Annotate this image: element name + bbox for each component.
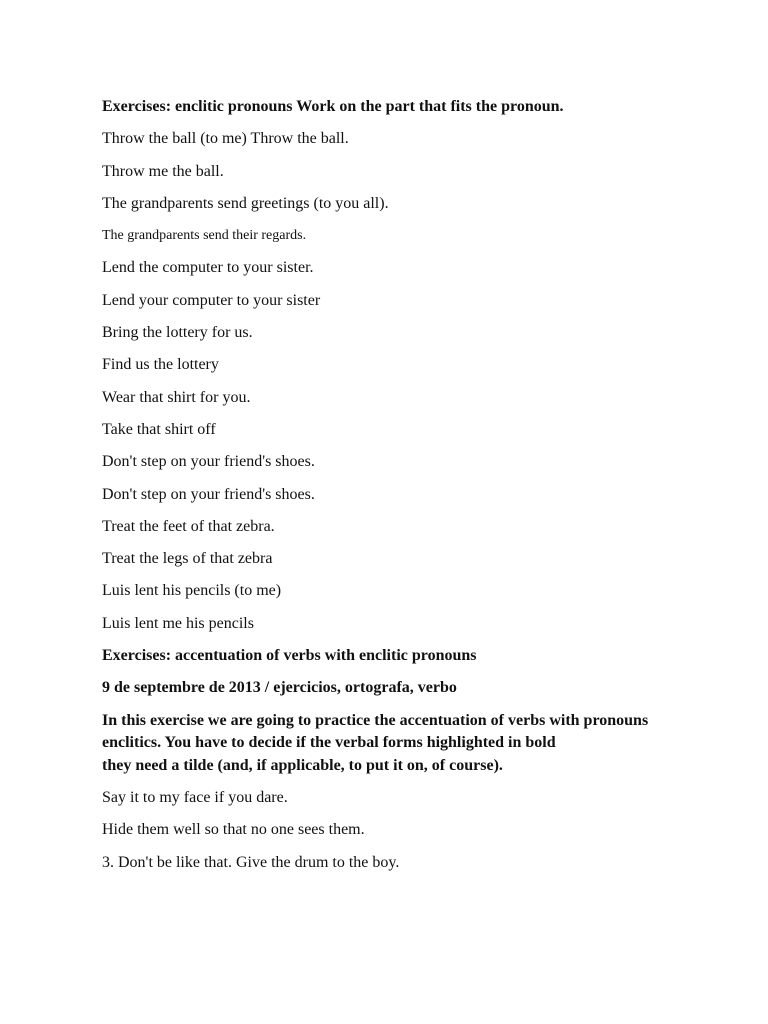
text-line: Throw me the ball. (102, 162, 224, 180)
intro-line: they need a tilde (and, if applicable, to put it on, of course). (102, 756, 503, 774)
heading-enclitic-pronouns: Exercises: enclitic pronouns Work on the part that fits the pronoun. (102, 98, 564, 115)
document-page (102, 96, 722, 884)
text-line: Lend your computer to your sister (102, 291, 321, 309)
exercise-item: Say it to my face if you dare. (102, 789, 288, 807)
intro-paragraph (102, 710, 722, 778)
text-line: Luis lent his pencils (to me) (102, 582, 282, 600)
exercise-item: 3. Don't be like that. Give the drum to the boy. (102, 853, 400, 871)
text-line: Find us the lottery (102, 356, 219, 374)
text-line: Treat the legs of that zebra (102, 550, 273, 568)
text-line: The grandparents send their regards. (102, 228, 307, 244)
text-line: Don't step on your friend's shoes. (102, 485, 315, 503)
text-line: Throw the ball (to me) Throw the ball. (102, 130, 349, 148)
text-line: Treat the feet of that zebra. (102, 517, 275, 535)
intro-line: In this exercise we are going to practice the accentuation of verbs with pronouns (102, 711, 649, 729)
text-line: Luis lent me his pencils (102, 614, 254, 632)
post-date-tags: 9 de septembre de 2013 / ejercicios, ortografa, verbo (102, 679, 457, 697)
text-line: Take that shirt off (102, 420, 216, 438)
text-line: The grandparents send greetings (to you all). (102, 194, 389, 212)
heading-accentuation: Exercises: accentuation of verbs with enclitic pronouns (102, 647, 477, 665)
text-line: Don't step on your friend's shoes. (102, 453, 315, 471)
exercise-item: Hide them well so that no one sees them. (102, 821, 365, 839)
text-line: Bring the lottery for us. (102, 324, 253, 342)
text-line: Wear that shirt for you. (102, 388, 251, 406)
intro-line: enclitics. You have to decide if the verbal forms highlighted in bold (102, 734, 556, 752)
text-line: Lend the computer to your sister. (102, 259, 314, 277)
